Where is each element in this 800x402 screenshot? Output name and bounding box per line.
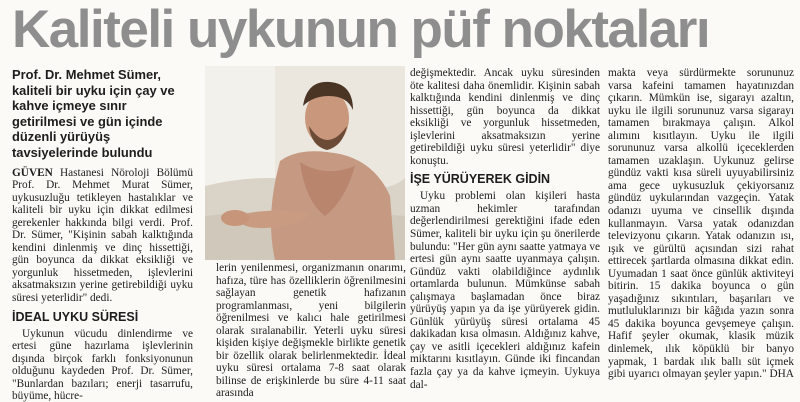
body-paragraph-continued: makta veya sürdürmekte sorununuz varsa kafeini tamamen hayatınızdan çıkarın. Mümkün ise, sigarayı azaltın, uyku ile ilgili sorununuz varsa sigarayı tamamen bırakmaya çalışın. Alkol alımını kısıtlayın. Uyku ile ilgili sorununuz varsa alkollü içeceklerden tamamen uzaklaşın. Uykunuz gelirse gündüz vakti kısa süreli uyuyabilirsiniz ama gece uykusuzluk çekiyorsanız gündüz uykularından vazgeçin. Yatak odanızı uyuma ve cinsellik dışında kullanmayın. Varsa yatak odanızdan televizyonu çıkarın. Yatak odanızın ısı, ışık ve gürültü açısından sizi rahat ettirecek şartlarda olmasına dikkat edin. Uyumadan 1 saat önce günlük aktiviteyi bitirin. 15 dakika boyunca o gün yaşadığınız sıkıntıları, başarıları ve mutluluklarınızı bir kâğıda yazın sonra 45 dakika boyunca gevşemeye çalışın. Hafif şeyler okumak, klasik müzik dinlemek, ılık köpüklü bir banyo yapmak, 1 bardak ılık ballı süt içmek gibi uyarıcı olmayan şeyler yapın." DHA <box>608 67 794 381</box>
body-paragraph-continued: değişmektedir. Ancak uyku süresinden öte kalitesi daha önemlidir. Kişinin sabah kalktığında kendini dinlenmiş ve dinç hissettiği, gün boyunca da dikkat eksikliği ve yorgunluk hissetmeden, işlevlerini aksatmaksızın yerine getirebildiği uyku süresi yeterlidir" diye konuştu. <box>410 67 600 167</box>
article-photo <box>205 66 405 260</box>
article-column-4 <box>608 67 794 402</box>
lead-paragraph-text: Hastanesi Nöroloji Bölümü Prof. Dr. Mehmet Murat Sümer, uykusuzluğu tetikleyen hastalıklar ve kaliteli bir uyku için dikkat edilmesi gerekenler hakkında bilgi verdi. Prof. Dr. Sümer, "Kişinin sabah kalktığında kendini dinlenmiş ve dinç hissettiği, gün boyunca da dikkat eksikliği ve yorgunluk hissetmeden, işlevlerini aksatmaksızın yerine getirebildiği uyku süresi yeterlidir" dedi. <box>12 166 193 305</box>
section-heading-walk-to-work: İŞE YÜRÜYEREK GİDİN <box>410 172 551 187</box>
section-heading-ideal-sleep: İDEAL UYKU SÜRESİ <box>12 309 139 324</box>
body-paragraph-continued: lerin yenilenmesi, organizmanın onarımı, hafıza, türe has özelliklerin öğrenilmesini sağlayan genetik hafızanın programlanması, yeni bilgilerin öğrenilmesi ve kalıcı hale getirilmesi olarak sıralanabilir. Yeterli uyku süresi kişiden kişiye değişmekle birlikte genetik bir özellik olarak belirlenmektedir. İdeal uyku süresi ortalama 7-8 saat olarak bilinse de erişkinlerde bu süre 4-11 saat arasında <box>216 262 406 400</box>
headline: Kaliteli uykunun püf noktaları <box>12 0 710 59</box>
photo-man-sleeping-image <box>205 66 405 260</box>
article-column-1 <box>12 67 193 402</box>
lead-initial-word: GÜVEN <box>12 166 53 179</box>
article-column-3 <box>410 67 600 402</box>
body-paragraph: Uykunun vücudu dinlendirme ve ertesi güne hazırlama işlevlerinin dışında birçok farklı fonksiyonunun olduğunu kaydeden Prof. Dr. Sümer, "Bunlardan bazıları; enerji tasarrufu, büyüme, hücre- <box>12 327 193 402</box>
article-column-2 <box>216 262 406 402</box>
body-paragraph: Uyku problemi olan kişileri hasta uzman hekimler tarafından değerlendirilmesi gerektiğini ifade eden Sümer, kaliteli bir uyku için şu önerilerde bulundu: "Her gün aynı saatte yatmaya ve ertesi gün aynı saatte uyanmaya çalışın. Gündüz vakti olabildiğince aydınlık ortamlarda bulunun. Mümkünse sabah çalışmaya başlamadan önce biraz yürüyüş yapın ya da işe yürüyerek gidin. Günlük yürüyüş süresi ortalama 45 dakikadan kısa olmasın. Aldığınız kahve, çay ve asitli içecekleri aldığınız kafein miktarını kısıtlayın. Günde iki fincandan fazla çay ya da kahve içmeyin. Uykuya dal- <box>410 190 600 391</box>
deck-subheading: Prof. Dr. Mehmet Sümer, kaliteli bir uyku için çay ve kahve içmeye sınır getirilmesi ve gün içinde düzenli yürüyüş tavsiyelerinde bulundu <box>12 67 175 160</box>
lead-paragraph <box>12 167 193 305</box>
